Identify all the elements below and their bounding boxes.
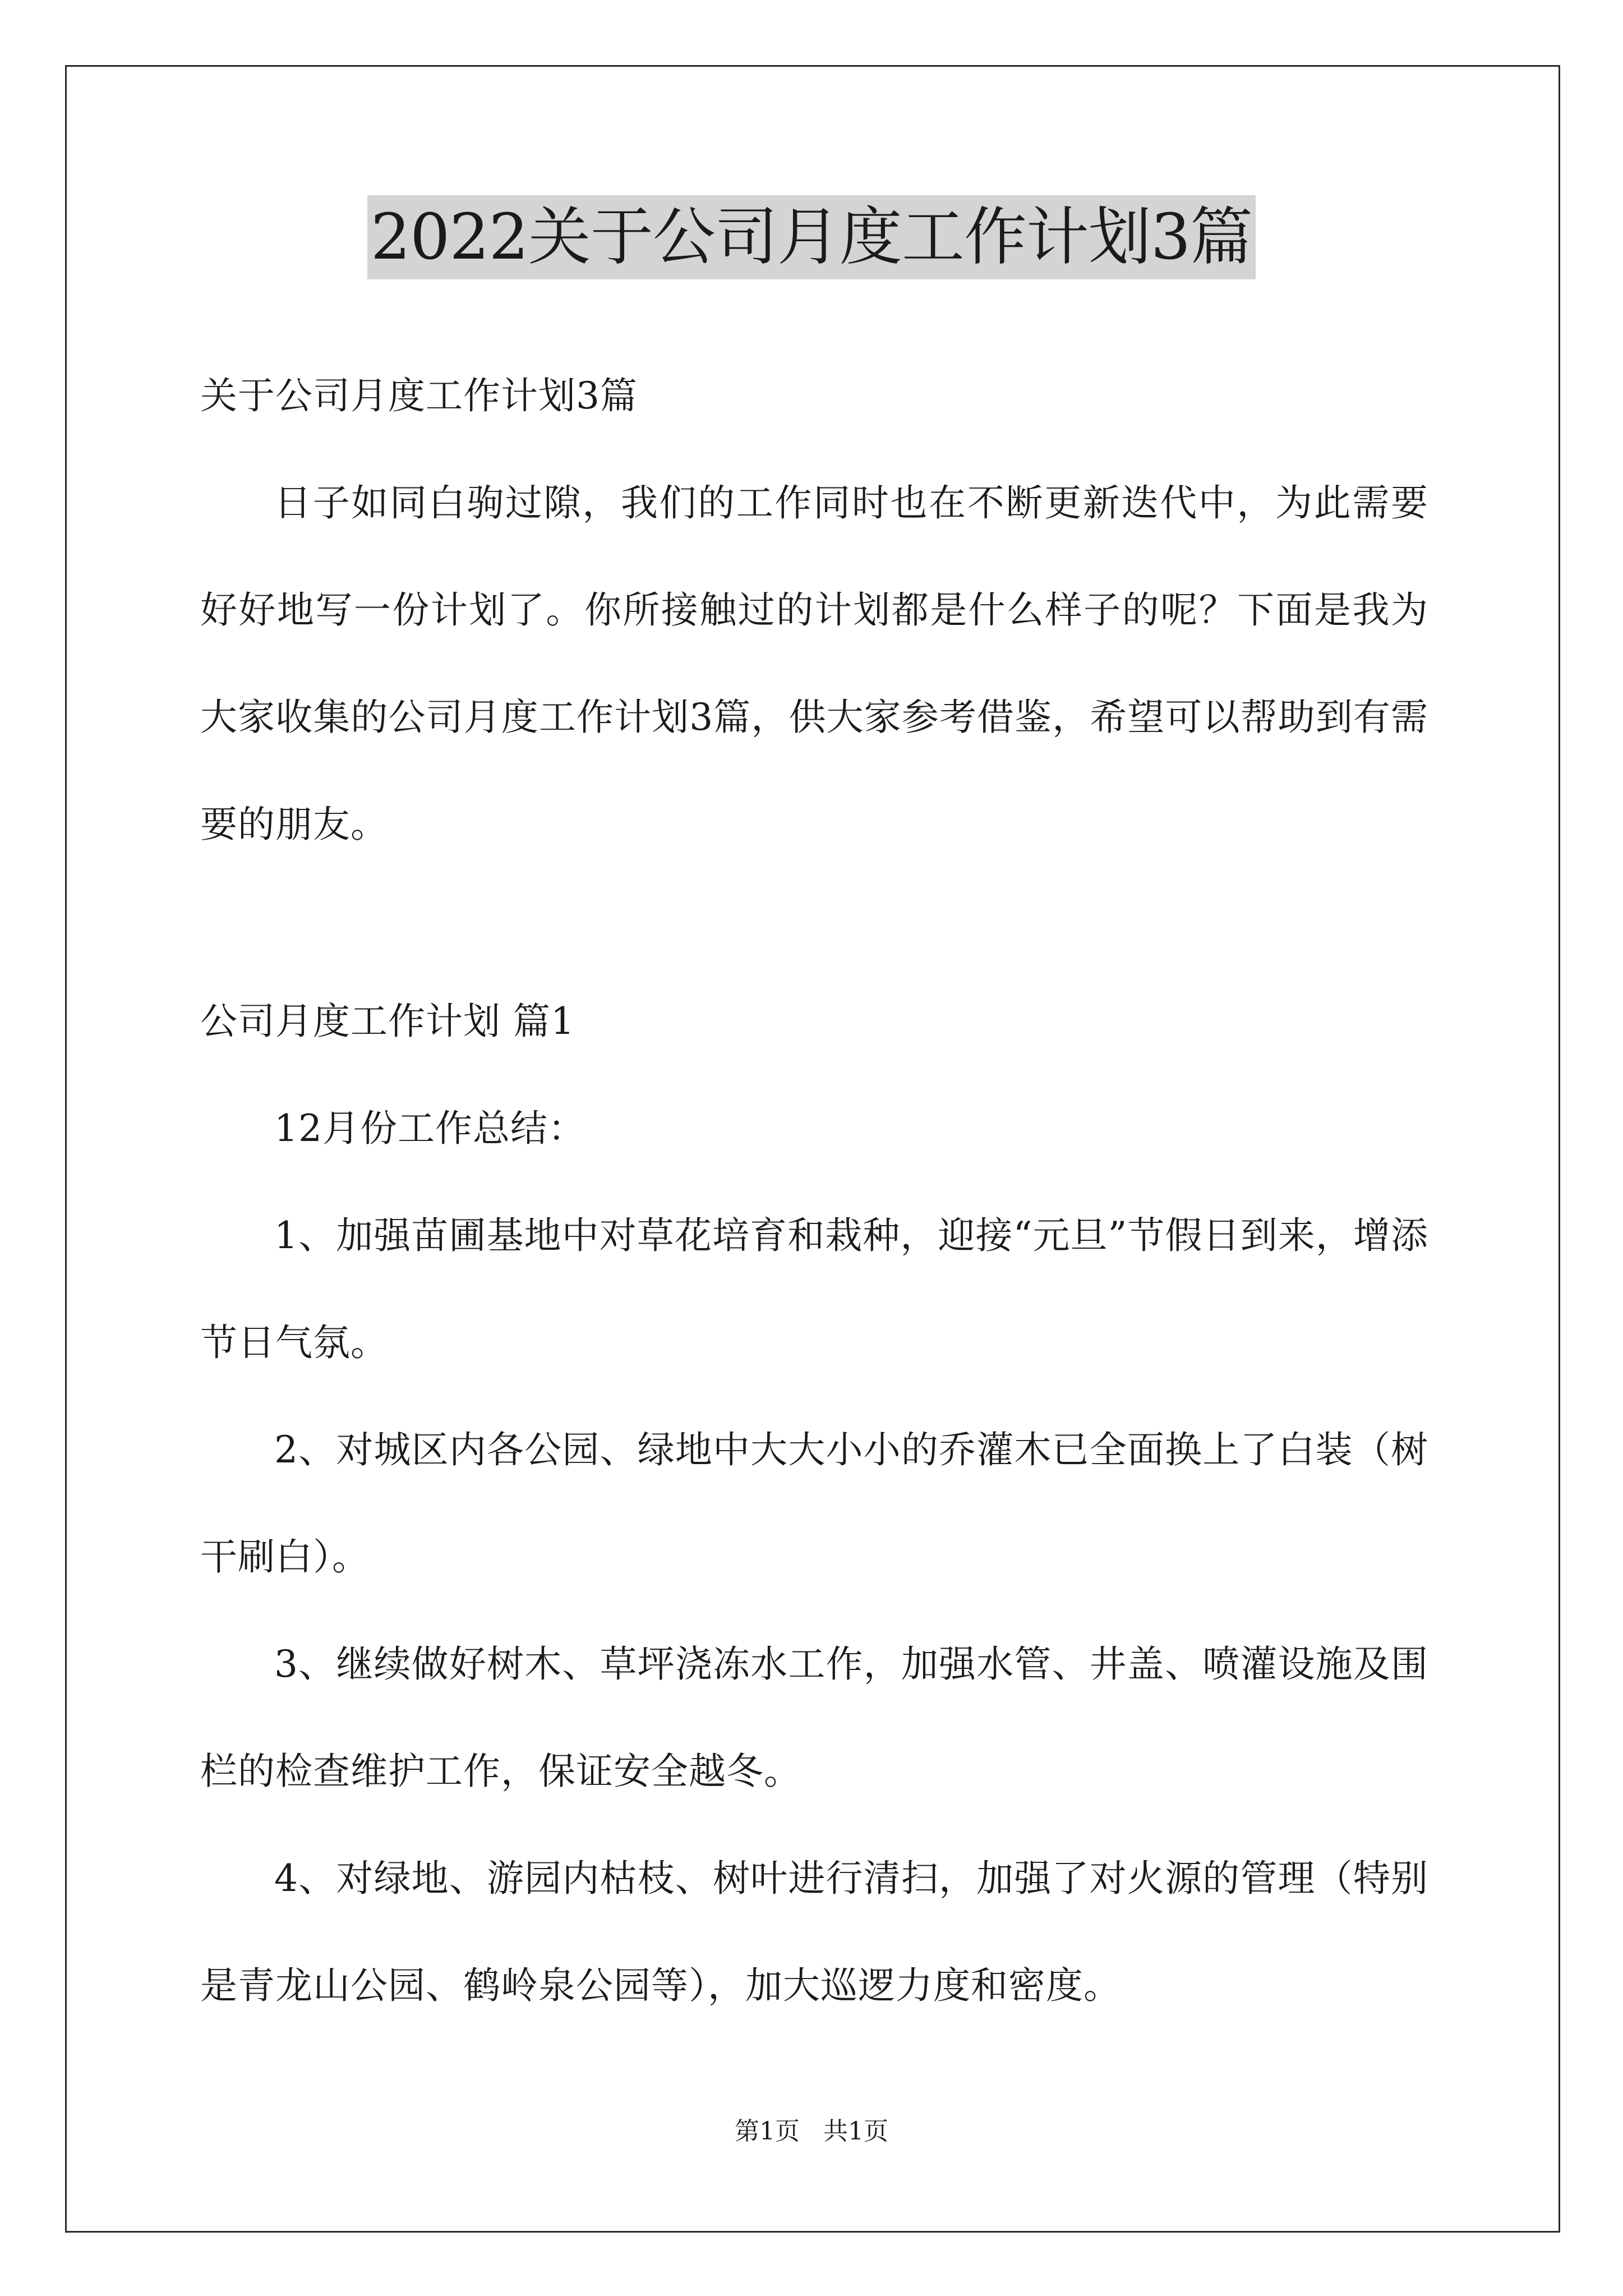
title-container: [0, 195, 1623, 279]
intro-paragraph: 日子如同白驹过隙，我们的工作同时也在不断更新迭代中，为此需要好好地写一份计划了。你所接触过的计划都是什么样子的呢？下面是我为大家收集的公司月度工作计划3篇，供大家参考借鉴，希望可以帮助到有需要的朋友。: [200, 481, 1428, 846]
list-item: 2、对城区内各公园、绿地中大大小小的乔灌木已全面换上了白装（树干刷白）。: [200, 1428, 1428, 1579]
subtitle: 关于公司月度工作计划3篇: [200, 374, 638, 417]
page-number-footer: 第1页 共1页: [735, 2117, 888, 2146]
list-item: 1、加强苗圃基地中对草花培育和栽种，迎接“元旦”节假日到来，增添节日气氛。: [200, 1214, 1428, 1364]
document-title: 2022关于公司月度工作计划3篇: [367, 195, 1256, 279]
list-item: 3、继续做好树木、草坪浇冻水工作，加强水管、井盖、喷灌设施及围栏的检查维护工作，保证安全越冬。: [200, 1642, 1428, 1793]
document-body: [200, 342, 1428, 2039]
section-heading: 公司月度工作计划 篇1: [200, 1000, 575, 1043]
section-spacer: [200, 878, 1428, 968]
list-item: 4、对绿地、游园内枯枝、树叶进行清扫，加强了对火源的管理（特别是青龙山公园、鹤岭泉公园等），加大巡逻力度和密度。: [200, 1857, 1428, 2007]
summary-heading: 12月份工作总结：: [274, 1107, 585, 1150]
